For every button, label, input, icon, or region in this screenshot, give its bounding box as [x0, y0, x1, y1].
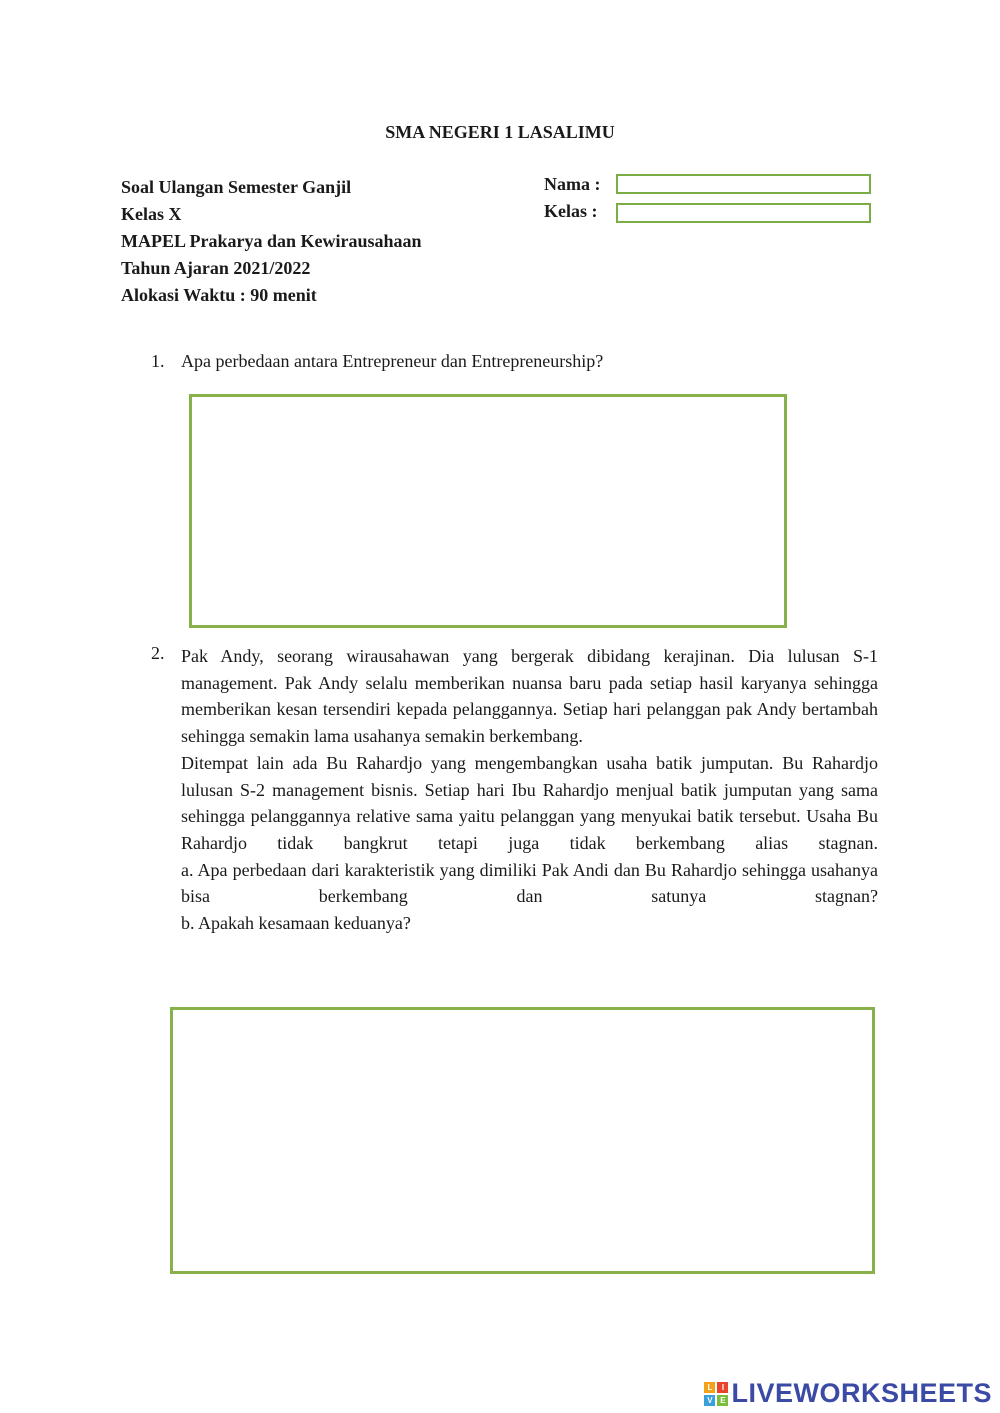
question-2-part-a: a. Apa perbedaan dari karakteristik yang dimiliki Pak Andi dan Bu Rahardjo sehingga usahanya bisa berkembang dan satunya stagnan?: [181, 859, 878, 907]
liveworksheets-text: LIVEWORKSHEETS: [731, 1378, 992, 1408]
logo-letter-i: I: [717, 1382, 728, 1393]
nama-label: Nama :: [544, 174, 601, 194]
kelas-input[interactable]: [616, 203, 871, 223]
question-1-number: 1.: [151, 351, 165, 371]
question-1-answer-box[interactable]: [189, 394, 787, 628]
exam-title: Soal Ulangan Semester Ganjil: [121, 177, 352, 197]
logo-letter-e: E: [717, 1395, 728, 1406]
exam-subject: MAPEL Prakarya dan Kewirausahaan: [121, 231, 422, 251]
question-2-paragraph-1: Pak Andy, seorang wirausahawan yang bergerak dibidang kerajinan. Dia lulusan S-1 management. Pak Andy selalu memberikan nuansa baru pada setiap hasil karyanya sehingga memberikan kesan tersendiri kepada pelanggannya. Setiap hari pelanggan pak Andy bertambah sehingga semakin lama usahanya semakin berkembang.: [181, 646, 878, 747]
question-2-part-b: b. Apakah kesamaan keduanya?: [181, 913, 411, 934]
kelas-label: Kelas :: [544, 201, 598, 221]
exam-class: Kelas X: [121, 204, 182, 224]
question-2-paragraph-2: Ditempat lain ada Bu Rahardjo yang mengembangkan usaha batik jumputan. Bu Rahardjo lulusan S-2 management bisnis. Setiap hari Ibu Rahardjo menjual batik jumputan yang sama sehingga pelanggannya relative sama yaitu pelanggan yang menyukai batik tersebut. Usaha Bu Rahardjo tidak bangkrut tetapi juga tidak berkembang alias stagnan.: [181, 752, 878, 853]
school-title: SMA NEGERI 1 LASALIMU: [385, 122, 615, 142]
question-2-answer-box[interactable]: [170, 1007, 875, 1274]
exam-year: Tahun Ajaran 2021/2022: [121, 258, 311, 278]
logo-letter-l: L: [704, 1382, 715, 1393]
question-1-text: Apa perbedaan antara Entrepreneur dan Entrepreneurship?: [181, 351, 604, 371]
exam-info: [121, 174, 422, 309]
nama-input[interactable]: [616, 174, 871, 194]
liveworksheets-watermark: [704, 1378, 992, 1409]
liveworksheets-logo-icon: [704, 1382, 728, 1406]
logo-letter-v: V: [704, 1395, 715, 1406]
question-2-number: 2.: [151, 643, 165, 663]
question-2-text: [181, 643, 878, 937]
exam-duration: Alokasi Waktu : 90 menit: [121, 285, 317, 305]
